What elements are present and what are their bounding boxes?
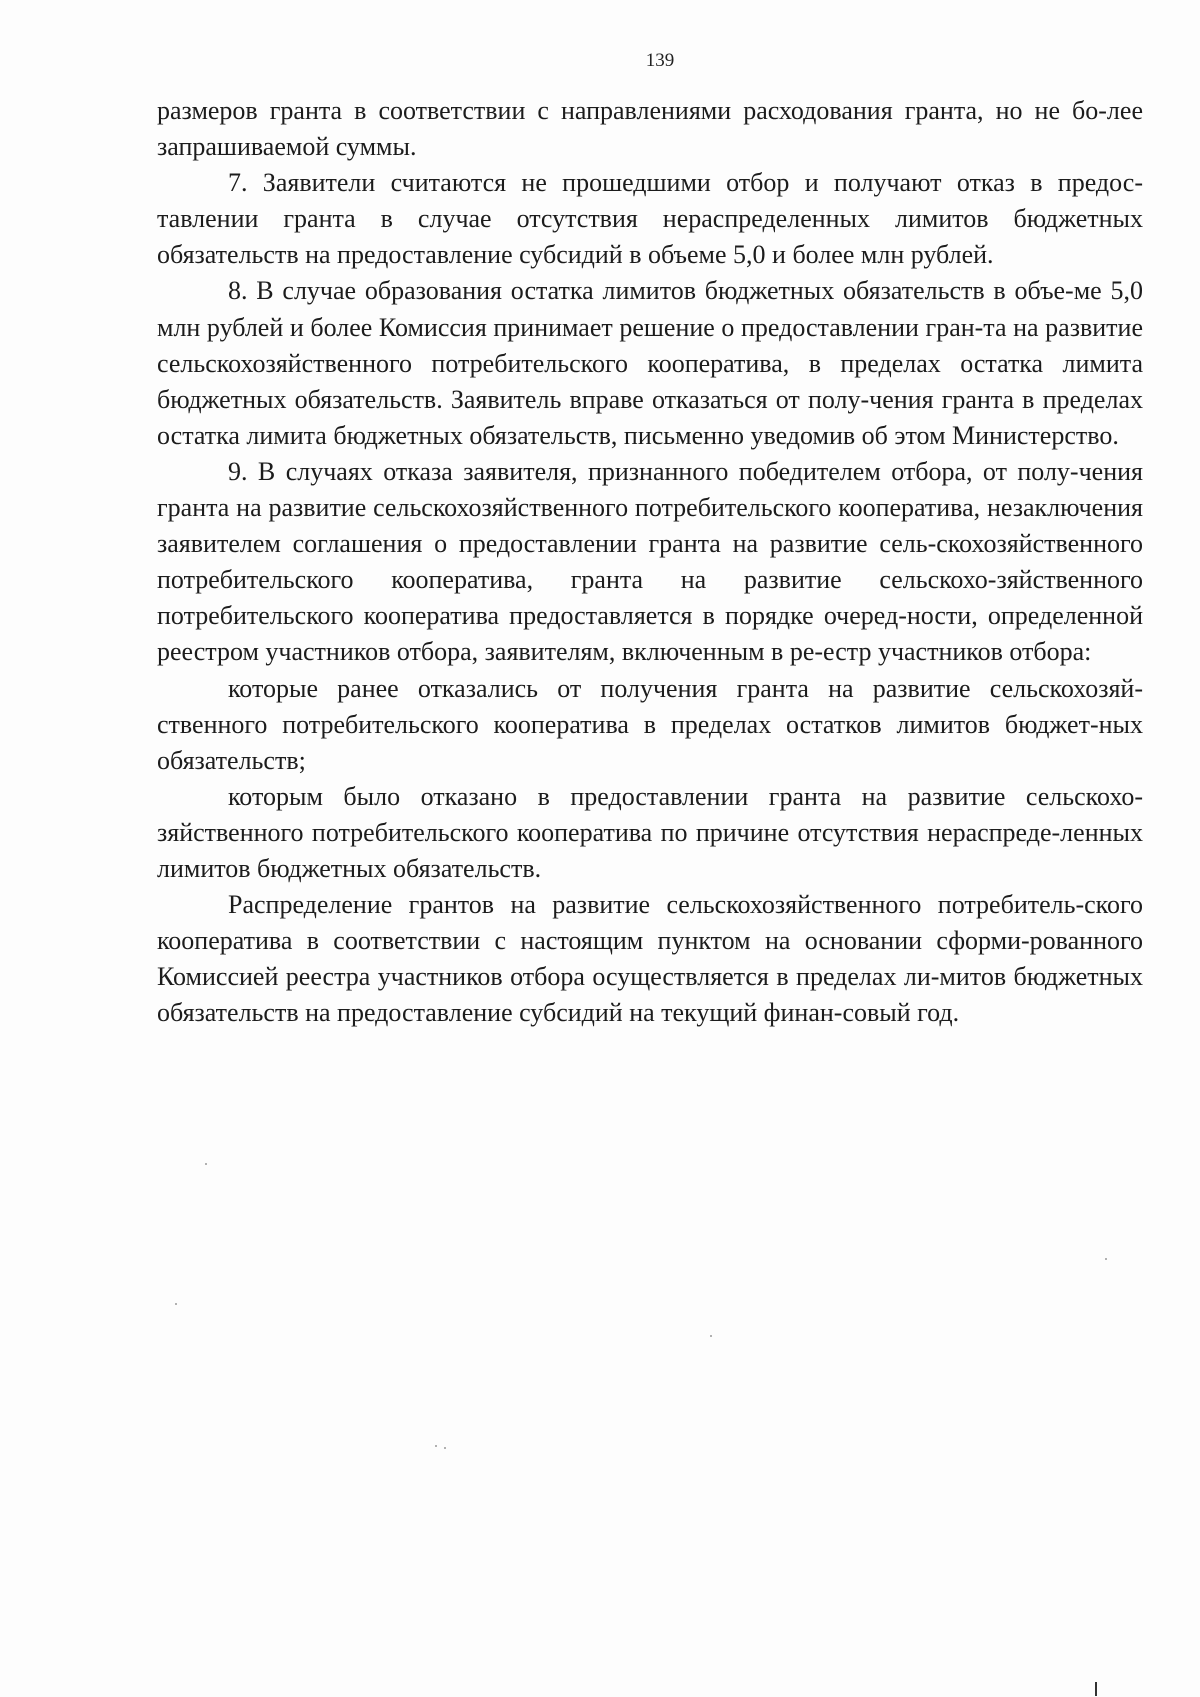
page-number: 139 [645, 50, 675, 71]
scan-speck [205, 1163, 207, 1165]
paragraph-item-8: 8. В случае образования остатка лимитов бюджетных обязательств в объе-ме 5,0 млн рублей и более Комиссия принимает решение о предоставлении гран-та на развитие сельскохозяйственного потребительского кооператива, в пределах остатка лимита бюджетных обязательств. Заявитель вправе отказаться от полу-чения гранта в пределах остатка лимита бюджетных обязательств, письменно уведомив об этом Министерство. [157, 276, 1143, 450]
scan-speck [1105, 1258, 1107, 1260]
paragraph-list-entry-1: которые ранее отказались от получения гранта на развитие сельскохозяй-ственного потребительского кооператива в пределах остатков лимитов бюджет-ных обязательств; [157, 673, 1143, 775]
paragraph-continuation: размеров гранта в соответствии с направлениями расходования гранта, но не бо-лее запрашиваемой суммы. [157, 96, 1143, 162]
paragraph-distribution: Распределение грантов на развитие сельскохозяйственного потребитель-ского кооператива в соответствии с настоящим пунктом на основании сформи-рованного Комиссией реестра участников отбора осуществляется в пределах ли-митов бюджетных обязательств на предоставление субсидий на текущий финан-совый год. [157, 890, 1143, 1028]
body-text [157, 93, 1143, 1031]
scan-speck [710, 1335, 712, 1337]
scan-speck [444, 1447, 446, 1449]
paragraph-list-entry-2: которым было отказано в предоставлении гранта на развитие сельскохо-зяйственного потребительского кооператива по причине отсутствия нераспреде-ленных лимитов бюджетных обязательств. [157, 781, 1143, 883]
paragraph-item-9: 9. В случаях отказа заявителя, признанного победителем отбора, от полу-чения гранта на развитие сельскохозяйственного потребительского кооператива, незаключения заявителем соглашения о предоставлении гранта на развитие сель-скохозяйственного потребительского кооператива, гранта на развитие сельскохо-зяйственного потребительского кооператива предоставляется в порядке очеред-ности, определенной реестром участников отбора, заявителям, включенным в ре-естр участников отбора: [157, 456, 1143, 667]
paragraph-item-7: 7. Заявители считаются не прошедшими отбор и получают отказ в предос-тавлении гранта в случае отсутствия нераспределенных лимитов бюджетных обязательств на предоставление субсидий в объеме 5,0 и более млн рублей. [157, 168, 1143, 270]
scan-edge-mark [1095, 1682, 1097, 1696]
scan-speck [435, 1445, 437, 1447]
scan-speck [175, 1303, 177, 1305]
